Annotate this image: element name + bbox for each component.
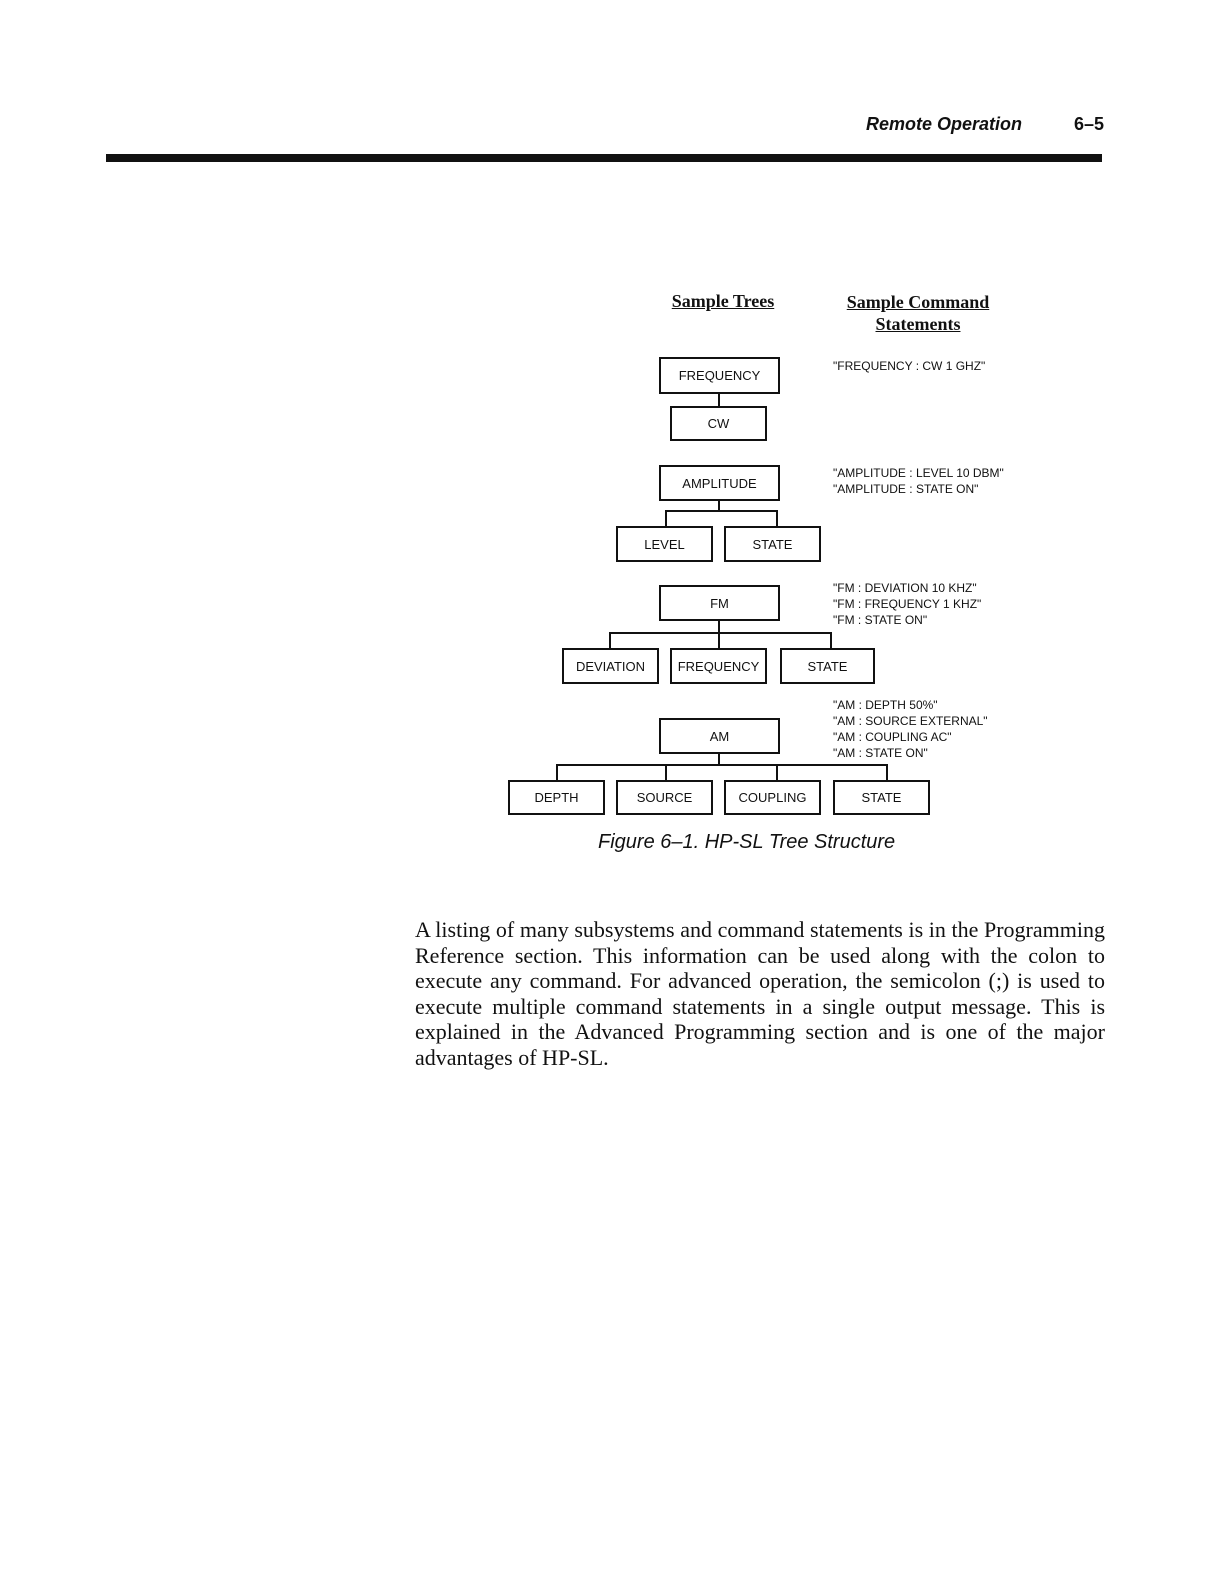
statement-line: "FM : FREQUENCY 1 KHZ"	[833, 597, 982, 611]
statement-line: "AMPLITUDE : STATE ON"	[833, 482, 979, 496]
sample-statements-heading	[834, 291, 1002, 335]
tree-node-frequency: FREQUENCY	[659, 357, 780, 394]
statement-line: "AM : STATE ON"	[833, 746, 928, 760]
statement-line: "AM : SOURCE EXTERNAL"	[833, 714, 988, 728]
tree-node-coupling: COUPLING	[724, 780, 821, 815]
tree-connector	[665, 510, 778, 512]
tree-connector	[776, 510, 778, 527]
tree-connector	[665, 764, 667, 781]
statement-line: "FREQUENCY : CW 1 GHZ"	[833, 359, 986, 373]
body-paragraph: A listing of many subsystems and command statements is in the Programming Reference section. This information can be used along with the colon to execute any command. For advanced operation, the semicolon (;) is used to execute multiple command statements in a single output message. This is explained in the Advanced Programming section and is one of the major advantages of HP-SL.	[415, 917, 1105, 1070]
tree-connector	[556, 764, 558, 781]
tree-node-am-state: STATE	[833, 780, 930, 815]
tree-node-deviation: DEVIATION	[562, 648, 659, 684]
tree-node-level: LEVEL	[616, 526, 713, 562]
tree-connector	[556, 764, 888, 766]
tree-connector	[830, 632, 832, 649]
tree-connector	[609, 632, 611, 649]
sample-trees-heading: Sample Trees	[671, 291, 775, 311]
tree-node-am: AM	[659, 718, 780, 754]
tree-node-source: SOURCE	[616, 780, 713, 815]
statement-group-fm	[833, 580, 981, 628]
sample-statements-heading-line2: Statements	[875, 314, 961, 334]
statement-line: "AMPLITUDE : LEVEL 10 DBM"	[833, 466, 1004, 480]
tree-node-state: STATE	[724, 526, 821, 562]
tree-connector	[718, 393, 720, 407]
running-header-section: Remote Operation	[866, 114, 1023, 134]
tree-connector	[886, 764, 888, 781]
tree-node-amplitude: AMPLITUDE	[659, 465, 780, 501]
page-number: 6–5	[1074, 114, 1105, 134]
statement-group-amplitude	[833, 465, 1004, 497]
tree-connector	[609, 632, 832, 634]
tree-connector	[665, 510, 667, 527]
statement-line: "AM : DEPTH 50%"	[833, 698, 938, 712]
statement-line: "FM : DEVIATION 10 KHZ"	[833, 581, 977, 595]
tree-connector	[776, 764, 778, 781]
tree-node-fm-state: STATE	[780, 648, 875, 684]
tree-node-depth: DEPTH	[508, 780, 605, 815]
tree-node-fm: FM	[659, 585, 780, 621]
tree-connector	[718, 632, 720, 649]
tree-node-cw: CW	[670, 406, 767, 441]
tree-node-fm-frequency: FREQUENCY	[670, 648, 767, 684]
statement-line: "AM : COUPLING AC"	[833, 730, 952, 744]
statement-line: "FM : STATE ON"	[833, 613, 928, 627]
statement-group-am	[833, 697, 988, 761]
figure-caption: Figure 6–1. HP-SL Tree Structure	[598, 831, 896, 853]
header-rule	[106, 154, 1102, 162]
statement-group-frequency	[833, 358, 985, 374]
sample-statements-heading-line1: Sample Command	[846, 292, 990, 312]
